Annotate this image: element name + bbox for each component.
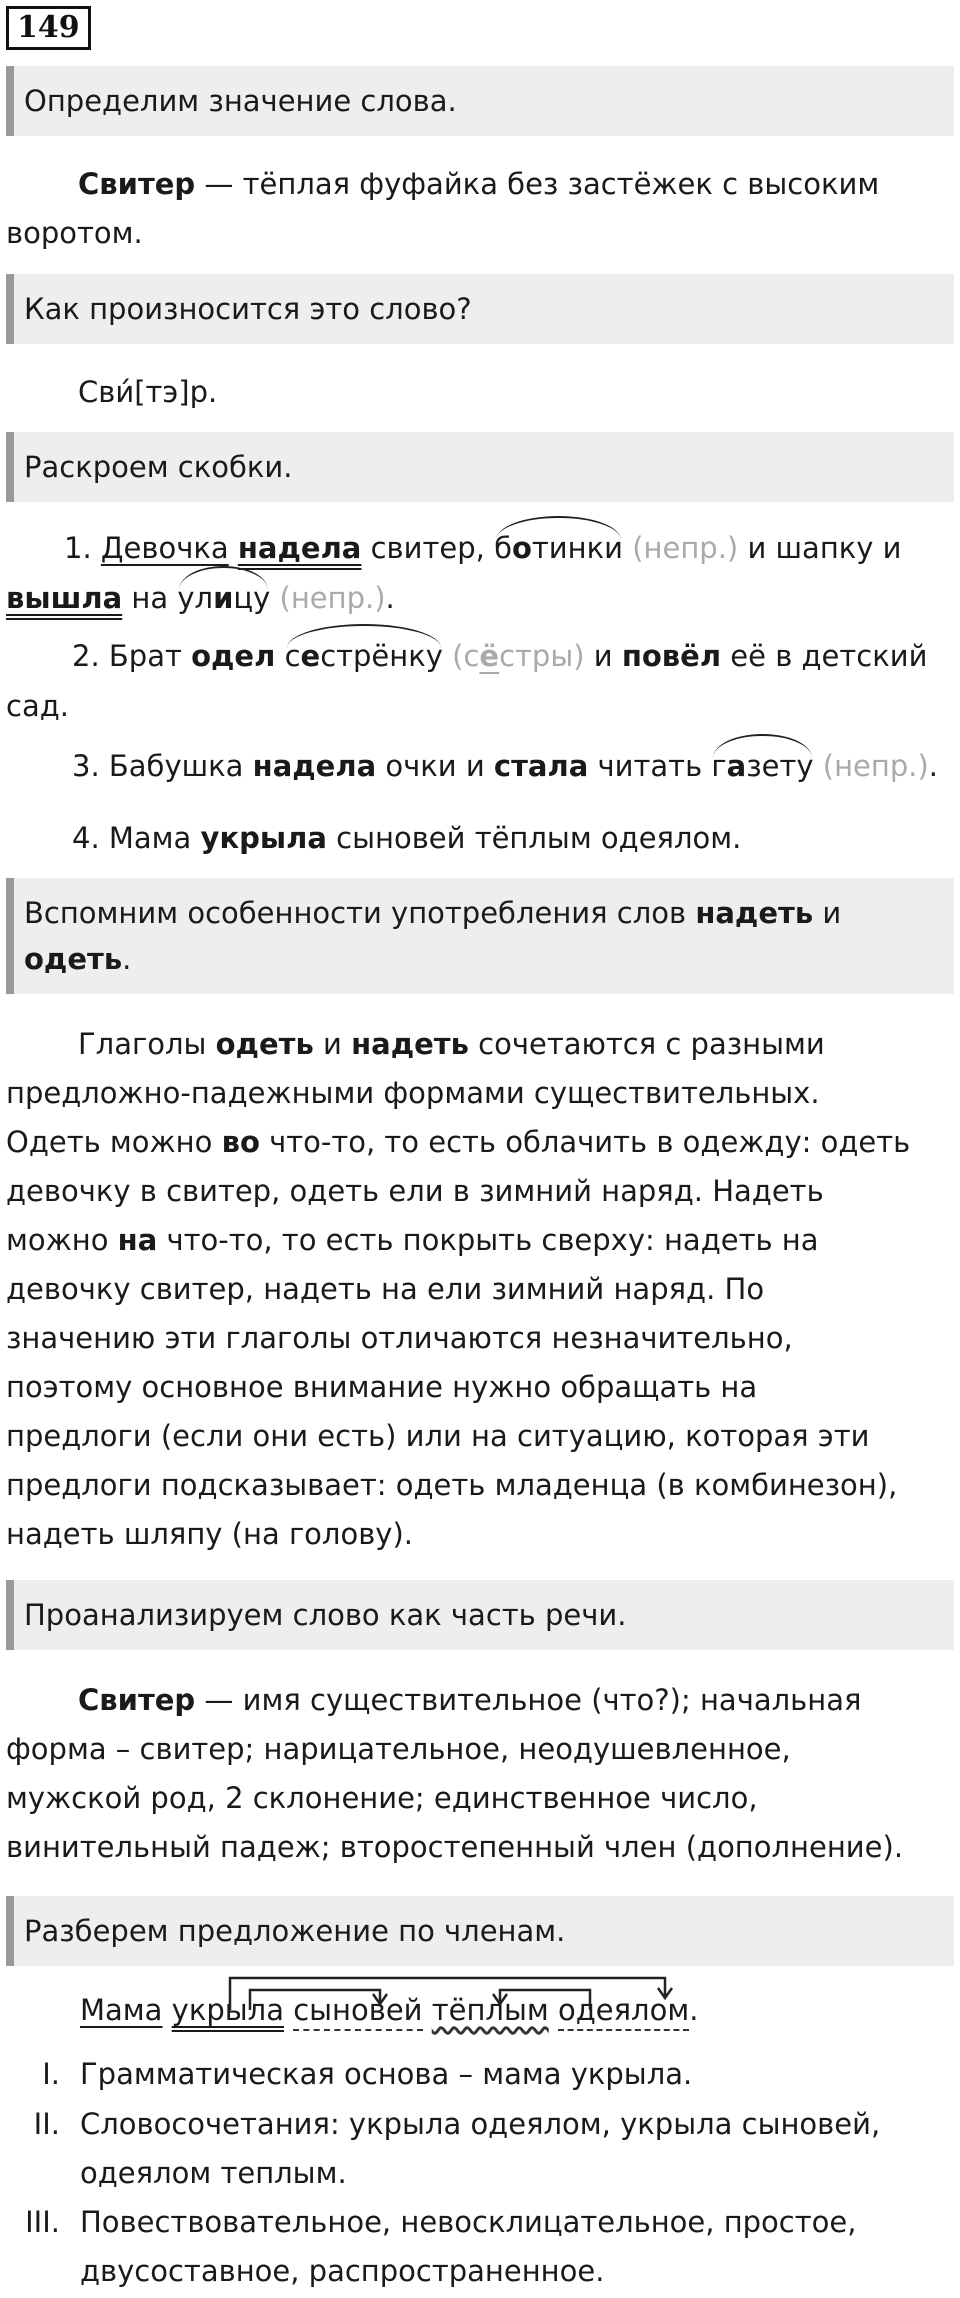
list-item-1-line-2: вышла на улицу (непр.).	[6, 574, 954, 623]
roman-item-2: II. Словосочетания: укрыла одеялом, укрыла сыновей, одеялом теплым.	[33, 2107, 881, 2190]
section-header-meaning: Определим значение слова.	[6, 66, 954, 136]
sentence-object: одеялом	[558, 1993, 689, 2031]
note-check-word: (сёстры)	[442, 639, 585, 673]
arc-word-botinki: ботинки	[494, 524, 623, 573]
exercise-number: 149	[6, 6, 91, 50]
sentence-predicate: укрыла	[171, 1993, 284, 2027]
analysis-line-1: Свитер — имя существительное (что?); начальная	[78, 1683, 862, 1717]
verbs-line-3: Одеть можно во что-то, то есть облачить в одежду: одеть	[6, 1125, 911, 1159]
analysis-line-2: форма – свитер; нарицательное, неодушевленное,	[6, 1732, 791, 1766]
note-neproveryaemoe: (непр.)	[270, 581, 386, 615]
section-header-brackets: Раскроем скобки.	[6, 432, 954, 502]
verbs-line-2: предложно-падежными формами существительных.	[6, 1076, 820, 1110]
verbs-line-1: Глаголы одеть и надеть сочетаются с разными	[78, 1027, 825, 1061]
predicate: укрыла	[200, 821, 327, 855]
sentence-object: сыновей	[293, 1993, 422, 2031]
section-header-pronunciation: Как произносится это слово?	[6, 274, 954, 344]
note-neproveryaemoe: (непр.)	[622, 531, 739, 565]
list-item-4: 4. Мама укрыла сыновей тёплым одеялом.	[72, 821, 742, 855]
predicate: надела	[237, 531, 362, 565]
predicate: стала	[493, 749, 589, 783]
definition-text: — тёплая фуфайка без застёжек с высоким воротом.	[6, 167, 880, 250]
verbs-line-10: предлоги подсказывает: одеть младенца (в комбинезон),	[6, 1468, 898, 1502]
arc-word-sestrenku: сестрёнку	[285, 632, 443, 681]
predicate: надела	[252, 749, 377, 783]
subject: Девочка	[100, 531, 229, 565]
section-header-part-of-speech: Проанализируем слово как часть речи.	[6, 1580, 954, 1650]
verbs-line-4: девочку в свитер, одеть ели в зимний наряд. Надеть	[6, 1174, 824, 1208]
verbs-line-8: поэтому основное внимание нужно обращать на	[6, 1370, 758, 1404]
verbs-line-7: значению эти глаголы отличаются незначительно,	[6, 1321, 793, 1355]
analysis-line-3: мужской род, 2 склонение; единственное число,	[6, 1781, 758, 1815]
parsed-sentence: Мама укрыла сыновей тёплым одеялом.	[80, 1986, 960, 2035]
list-item-1-line-1: 1. Девочка надела свитер, ботинки (непр.) и шапку и	[64, 524, 960, 573]
section-header-sentence-parse: Разберем предложение по членам.	[6, 1896, 954, 1966]
list-item-2-line-2: сад.	[6, 689, 69, 723]
roman-item-3: III. Повествовательное, невосклицательное, простое, двусоставное, распространенное.	[25, 2205, 857, 2288]
verbs-line-11: надеть шляпу (на голову).	[6, 1517, 413, 1551]
predicate: одел	[191, 639, 276, 673]
roman-item-1: I. Грамматическая основа – мама укрыла.	[42, 2057, 693, 2091]
sentence-attribute: тёплым	[431, 1993, 549, 2027]
pronunciation: Сви́[тэ]р.	[78, 375, 218, 409]
defined-word: Свитер	[78, 167, 196, 201]
verbs-line-6: девочку свитер, надеть на ели зимний наряд. По	[6, 1272, 765, 1306]
arc-word-gazetu: газету	[711, 742, 813, 791]
note-neproveryaemoe: (непр.)	[813, 749, 929, 783]
predicate: повёл	[621, 639, 722, 673]
sentence-subject: Мама	[80, 1993, 163, 2027]
verbs-line-5: можно на что-то, то есть покрыть сверху: надеть на	[6, 1223, 819, 1257]
list-item-3: 3. Бабушка надела очки и стала читать газету (непр.).	[72, 742, 960, 791]
verbs-line-9: предлоги (если они есть) или на ситуацию, которая эти	[6, 1419, 870, 1453]
list-item-2-line-1: 2. Брат одел сестрёнку (сёстры) и повёл её в детский	[72, 632, 960, 681]
predicate: вышла	[6, 581, 123, 615]
arc-word-ulitsu: улицу	[177, 574, 270, 623]
section-header-usage: Вспомним особенности употребления слов надеть и одеть.	[6, 878, 954, 994]
analysis-line-4: винительный падеж; второстепенный член (дополнение).	[6, 1830, 904, 1864]
